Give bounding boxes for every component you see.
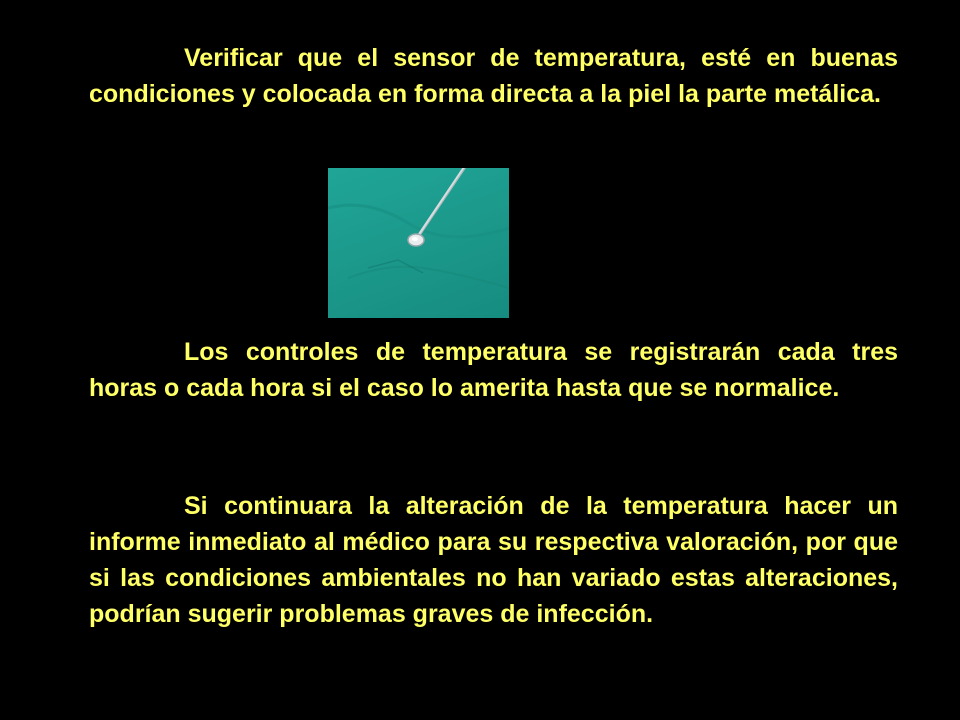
sensor-probe-illustration — [328, 168, 509, 318]
paragraph-sensor-check: Verificar que el sensor de temperatura, esté en buenas condiciones y colocada en forma directa a la piel la parte metálica. — [89, 44, 898, 108]
paragraph-report-to-doctor: Si continuara la alteración de la temperatura hacer un informe inmediato al médico para su respectiva valoración, por que si las condiciones ambientales no han variado estas alteraciones, podrían sugerir problemas graves de infección. — [89, 492, 898, 628]
temperature-sensor-photo — [328, 168, 509, 318]
paragraph-temperature-controls: Los controles de temperatura se registrarán cada tres horas o cada hora si el caso lo amerita hasta que se normalice. — [89, 338, 898, 402]
